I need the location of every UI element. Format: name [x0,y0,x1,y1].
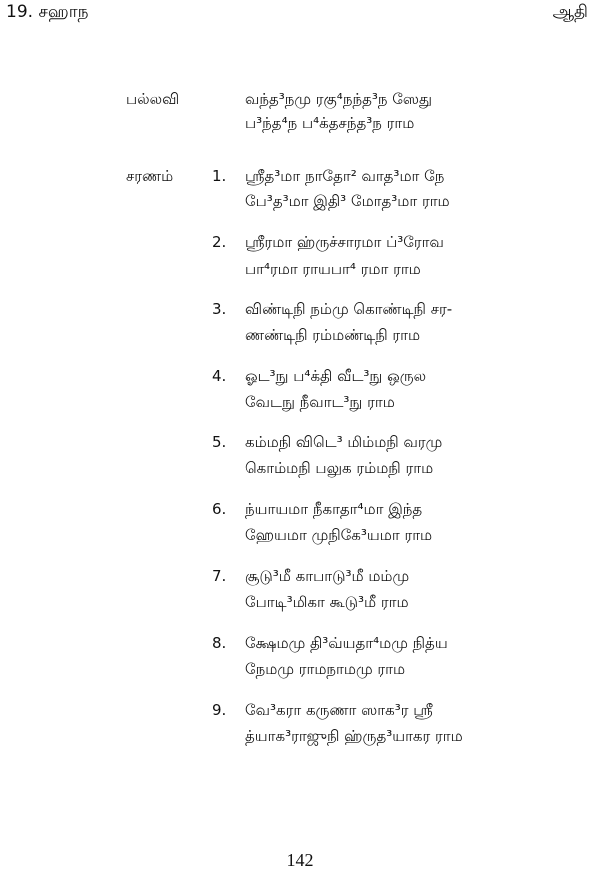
verse-number: 4. [212,367,227,385]
verse-number: 3. [212,300,227,318]
verse-line: வே³கரா கருணா ஸாக³ர ஸ்ரீ [245,701,433,719]
verse-line: ஹேயமா முநிகே³யமா ராம [245,526,433,544]
verse-number: 7. [212,567,227,585]
verse-line: ஸ்ரீத³மா நாதோ² வாத³மா நே [245,167,445,185]
verse-line: பா⁴ரமா ராயபா⁴ ரமா ராம [245,260,421,278]
verse-number: 1. [212,167,227,185]
verse-number: 5. [212,433,227,451]
verse-line: கொம்மநி பலுக ரம்மநி ராம [245,459,434,477]
verse-number: 6. [212,500,227,518]
verse-line: க்ஷேமமு தி³வ்யதா⁴மமு நித்ய [245,634,448,652]
verse-line: ந்யாயமா நீகாதா⁴மா இந்த [245,500,423,518]
verse-number: 2. [212,233,227,251]
verse-line: ஸ்ரீரமா ஹ்ருச்சாரமா ப்³ரோவ [245,233,444,251]
verse-line: த்யாக³ராஜுநி ஹ்ருத³யாகர ராம [245,727,463,745]
verse-line: சூடு³மீ காபாடு³மீ மம்மு [245,567,410,585]
verse-line: பே³த³மா இதி³ மோத³மா ராம [245,192,450,210]
song-title: 19. சஹாந [6,2,89,22]
pallavi-line: ப³ந்த⁴ந ப⁴க்தசந்த³ந ராம [245,114,415,132]
verse-line: நேமமு ராமநாமமு ராம [245,660,406,678]
verse-line: கம்மநி விடெ³ மிம்மநி வரமு [245,433,443,451]
verse-line: ணண்டிநி ரம்மண்டிநி ராம [245,326,421,344]
verse-line: ஓட³நு ப⁴க்தி வீட³நு ஒருல [245,367,427,385]
page-number: 142 [286,850,314,870]
pallavi-line: வந்த³நமு ரகு⁴நந்த³ந ஸேது [245,90,433,108]
pallavi-label: பல்லவி [126,90,180,108]
verse-line: வேடநு நீவாட³நு ராம [245,393,395,411]
verse-number: 9. [212,701,227,719]
charanam-label: சரணம் [126,167,174,185]
tala-name: ஆதி [552,2,588,22]
verse-number: 8. [212,634,227,652]
verse-line: விண்டிநி நம்மு கொண்டிநி சர- [245,300,453,318]
verse-line: போடி³மிகா கூடு³மீ ராம [245,593,409,611]
